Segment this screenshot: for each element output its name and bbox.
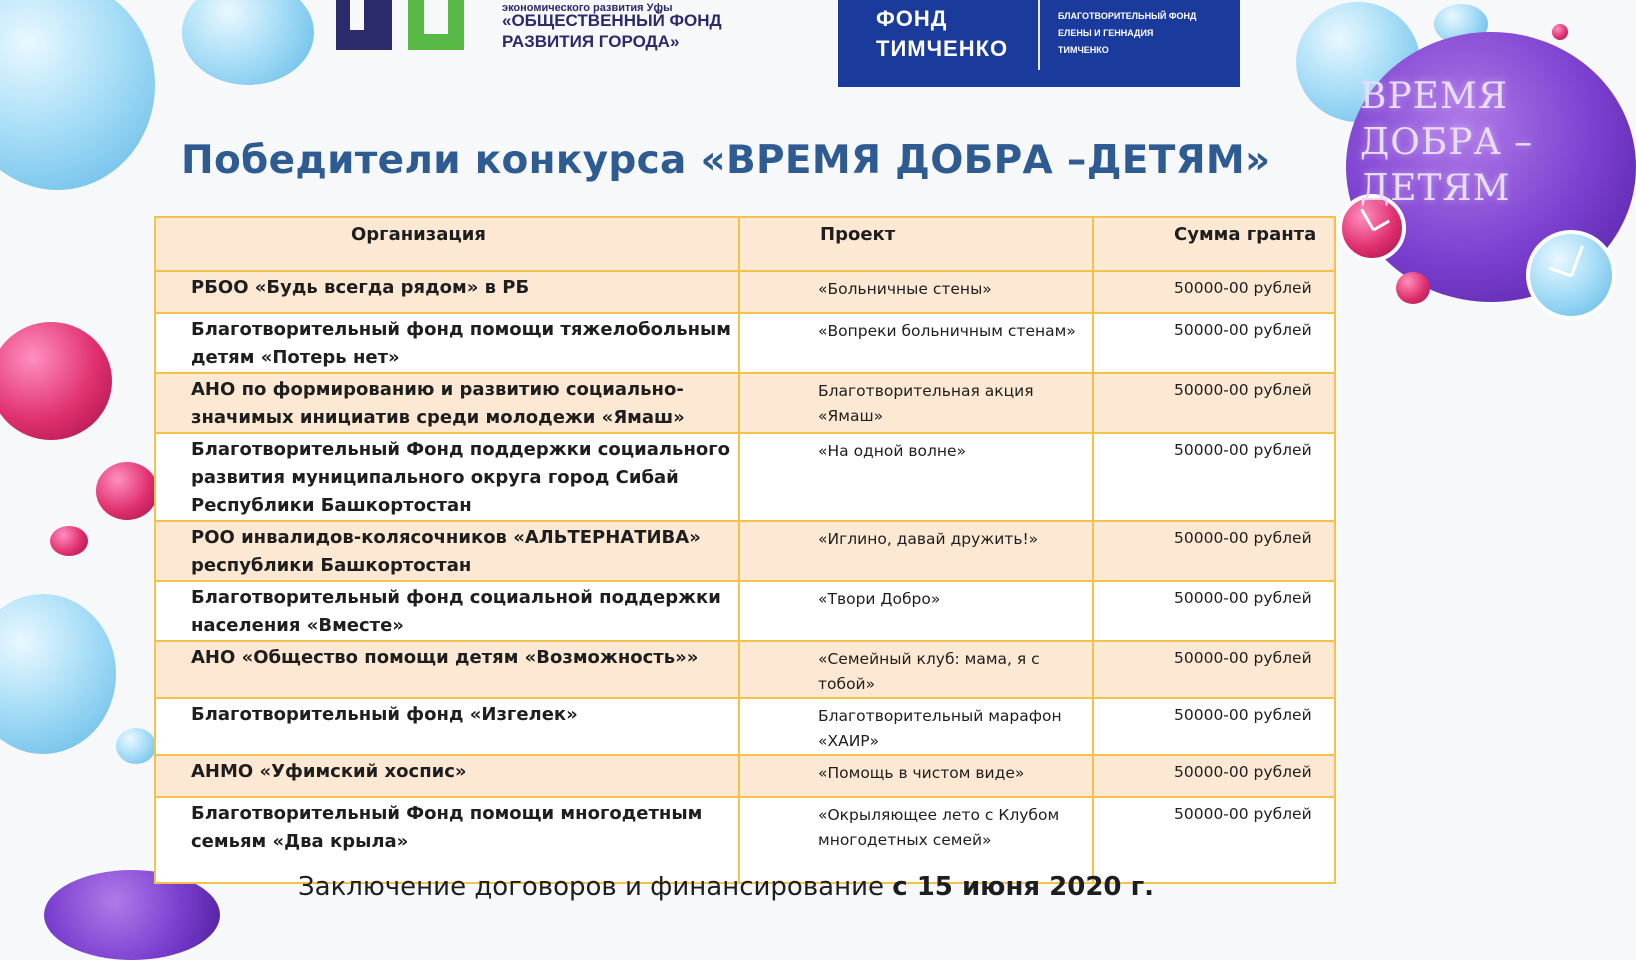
logo-public-fund — [336, 0, 776, 60]
cell-organization: АНО «Общество помощи детям «Возможность»» — [155, 641, 739, 698]
cell-project: «Вопреки больничным стенам» — [739, 313, 1093, 373]
cell-grant-amount: 50000-00 рублей — [1093, 521, 1335, 581]
cell-organization: АНО по формированию и развитию социально-значимых инициатив среди молодежи «Ямаш» — [155, 373, 739, 433]
cell-grant-amount: 50000-00 рублей — [1093, 698, 1335, 755]
cell-grant-amount: 50000-00 рублей — [1093, 271, 1335, 313]
cell-project: «Больничные стены» — [739, 271, 1093, 313]
decor-bubble-pink-tiny — [50, 526, 88, 556]
cell-project: Благотворительная акция «Ямаш» — [739, 373, 1093, 433]
cell-project: «Окрыляющее лето с Клубом многодетных семей» — [739, 797, 1093, 883]
logo-small-line-2: ЕЛЕНЫ И ГЕННАДИЯ — [1058, 28, 1154, 38]
cell-grant-amount: 50000-00 рублей — [1093, 581, 1335, 641]
decor-bubble-pink-right — [1396, 272, 1430, 304]
table-row — [155, 755, 1335, 797]
page-title: Победители конкурса «ВРЕМЯ ДОБРА –ДЕТЯМ» — [181, 138, 1271, 183]
table-row — [155, 581, 1335, 641]
winners-table — [154, 216, 1336, 884]
logo-small-line-3: ТИМЧЕНКО — [1058, 45, 1109, 55]
header-organization: Организация — [155, 217, 739, 271]
emblem-line-1: ВРЕМЯ — [1360, 76, 1508, 117]
cell-project: «Иглино, давай дружить!» — [739, 521, 1093, 581]
logo-public-fund-text — [502, 2, 722, 52]
table-row — [155, 373, 1335, 433]
table-row — [155, 313, 1335, 373]
decor-bubble-pink-right-top — [1552, 24, 1568, 40]
clock-icon-blue — [1526, 230, 1616, 320]
cell-organization: АНМО «Уфимский хоспис» — [155, 755, 739, 797]
decor-bubble-top-left — [0, 0, 155, 190]
table-row — [155, 521, 1335, 581]
footer-note — [298, 872, 1154, 902]
logo-timchenko-line-1: ФОНД — [876, 6, 948, 31]
emblem-line-2: ДОБРА – — [1360, 122, 1534, 163]
footer-text: Заключение договоров и финансирование — [298, 872, 893, 902]
cell-organization: Благотворительный фонд «Изгелек» — [155, 698, 739, 755]
cell-grant-amount: 50000-00 рублей — [1093, 373, 1335, 433]
cell-organization: Благотворительный фонд помощи тяжелобольным детям «Потерь нет» — [155, 313, 739, 373]
logo-mark-dark — [336, 0, 392, 50]
emblem-caption — [1360, 74, 1600, 212]
cell-project: Благотворительный марафон «ХАИР» — [739, 698, 1093, 755]
table-row — [155, 271, 1335, 313]
cell-project: «На одной волне» — [739, 433, 1093, 521]
table-row — [155, 433, 1335, 521]
cell-project: «Семейный клуб: мама, я с тобой» — [739, 641, 1093, 698]
cell-project: «Твори Добро» — [739, 581, 1093, 641]
cell-organization: РОО инвалидов-колясочников «АЛЬТЕРНАТИВА» республики Башкортостан — [155, 521, 739, 581]
cell-organization: Благотворительный Фонд помощи многодетным семьям «Два крыла» — [155, 797, 739, 883]
table-row — [155, 641, 1335, 698]
logo-top-line: экономического развития Уфы — [502, 2, 673, 14]
cell-project: «Помощь в чистом виде» — [739, 755, 1093, 797]
header-project: Проект — [739, 217, 1093, 271]
header-grant-amount: Сумма гранта — [1093, 217, 1335, 271]
logo-small-line-1: БЛАГОТВОРИТЕЛЬНЫЙ ФОНД — [1058, 11, 1197, 21]
table-row — [155, 698, 1335, 755]
decor-bubble-blue-tiny — [116, 728, 156, 764]
logo-line-2: РАЗВИТИЯ ГОРОДА» — [502, 32, 680, 51]
cell-organization: Благотворительный Фонд поддержки социального развития муниципального округа город Сибай Республики Башкортостан — [155, 433, 739, 521]
table-row — [155, 797, 1335, 883]
logo-timchenko-fund — [838, 0, 1240, 87]
cell-grant-amount: 50000-00 рублей — [1093, 313, 1335, 373]
decor-bubble-pink-small — [96, 462, 158, 520]
logo-divider — [1038, 0, 1040, 70]
logo-timchenko-main — [876, 4, 1008, 64]
logo-mark-green — [408, 0, 464, 50]
decor-bubble-pink-left — [0, 322, 112, 440]
logo-line-1: «ОБЩЕСТВЕННЫЙ ФОНД — [502, 11, 722, 30]
cell-grant-amount: 50000-00 рублей — [1093, 433, 1335, 521]
cell-organization: Благотворительный фонд социальной поддержки населения «Вместе» — [155, 581, 739, 641]
cell-grant-amount: 50000-00 рублей — [1093, 641, 1335, 698]
footer-date: с 15 июня 2020 г. — [892, 872, 1155, 902]
logo-timchenko-small — [1058, 8, 1196, 59]
cell-grant-amount: 50000-00 рублей — [1093, 797, 1335, 883]
logo-timchenko-line-2: ТИМЧЕНКО — [876, 36, 1009, 61]
decor-bubble-top — [182, 0, 314, 85]
cell-organization: РБОО «Будь всегда рядом» в РБ — [155, 271, 739, 313]
table-header-row — [155, 217, 1335, 271]
cell-grant-amount: 50000-00 рублей — [1093, 755, 1335, 797]
emblem-line-3: ДЕТЯМ — [1360, 168, 1511, 209]
decor-bubble-blue-left — [0, 594, 116, 754]
